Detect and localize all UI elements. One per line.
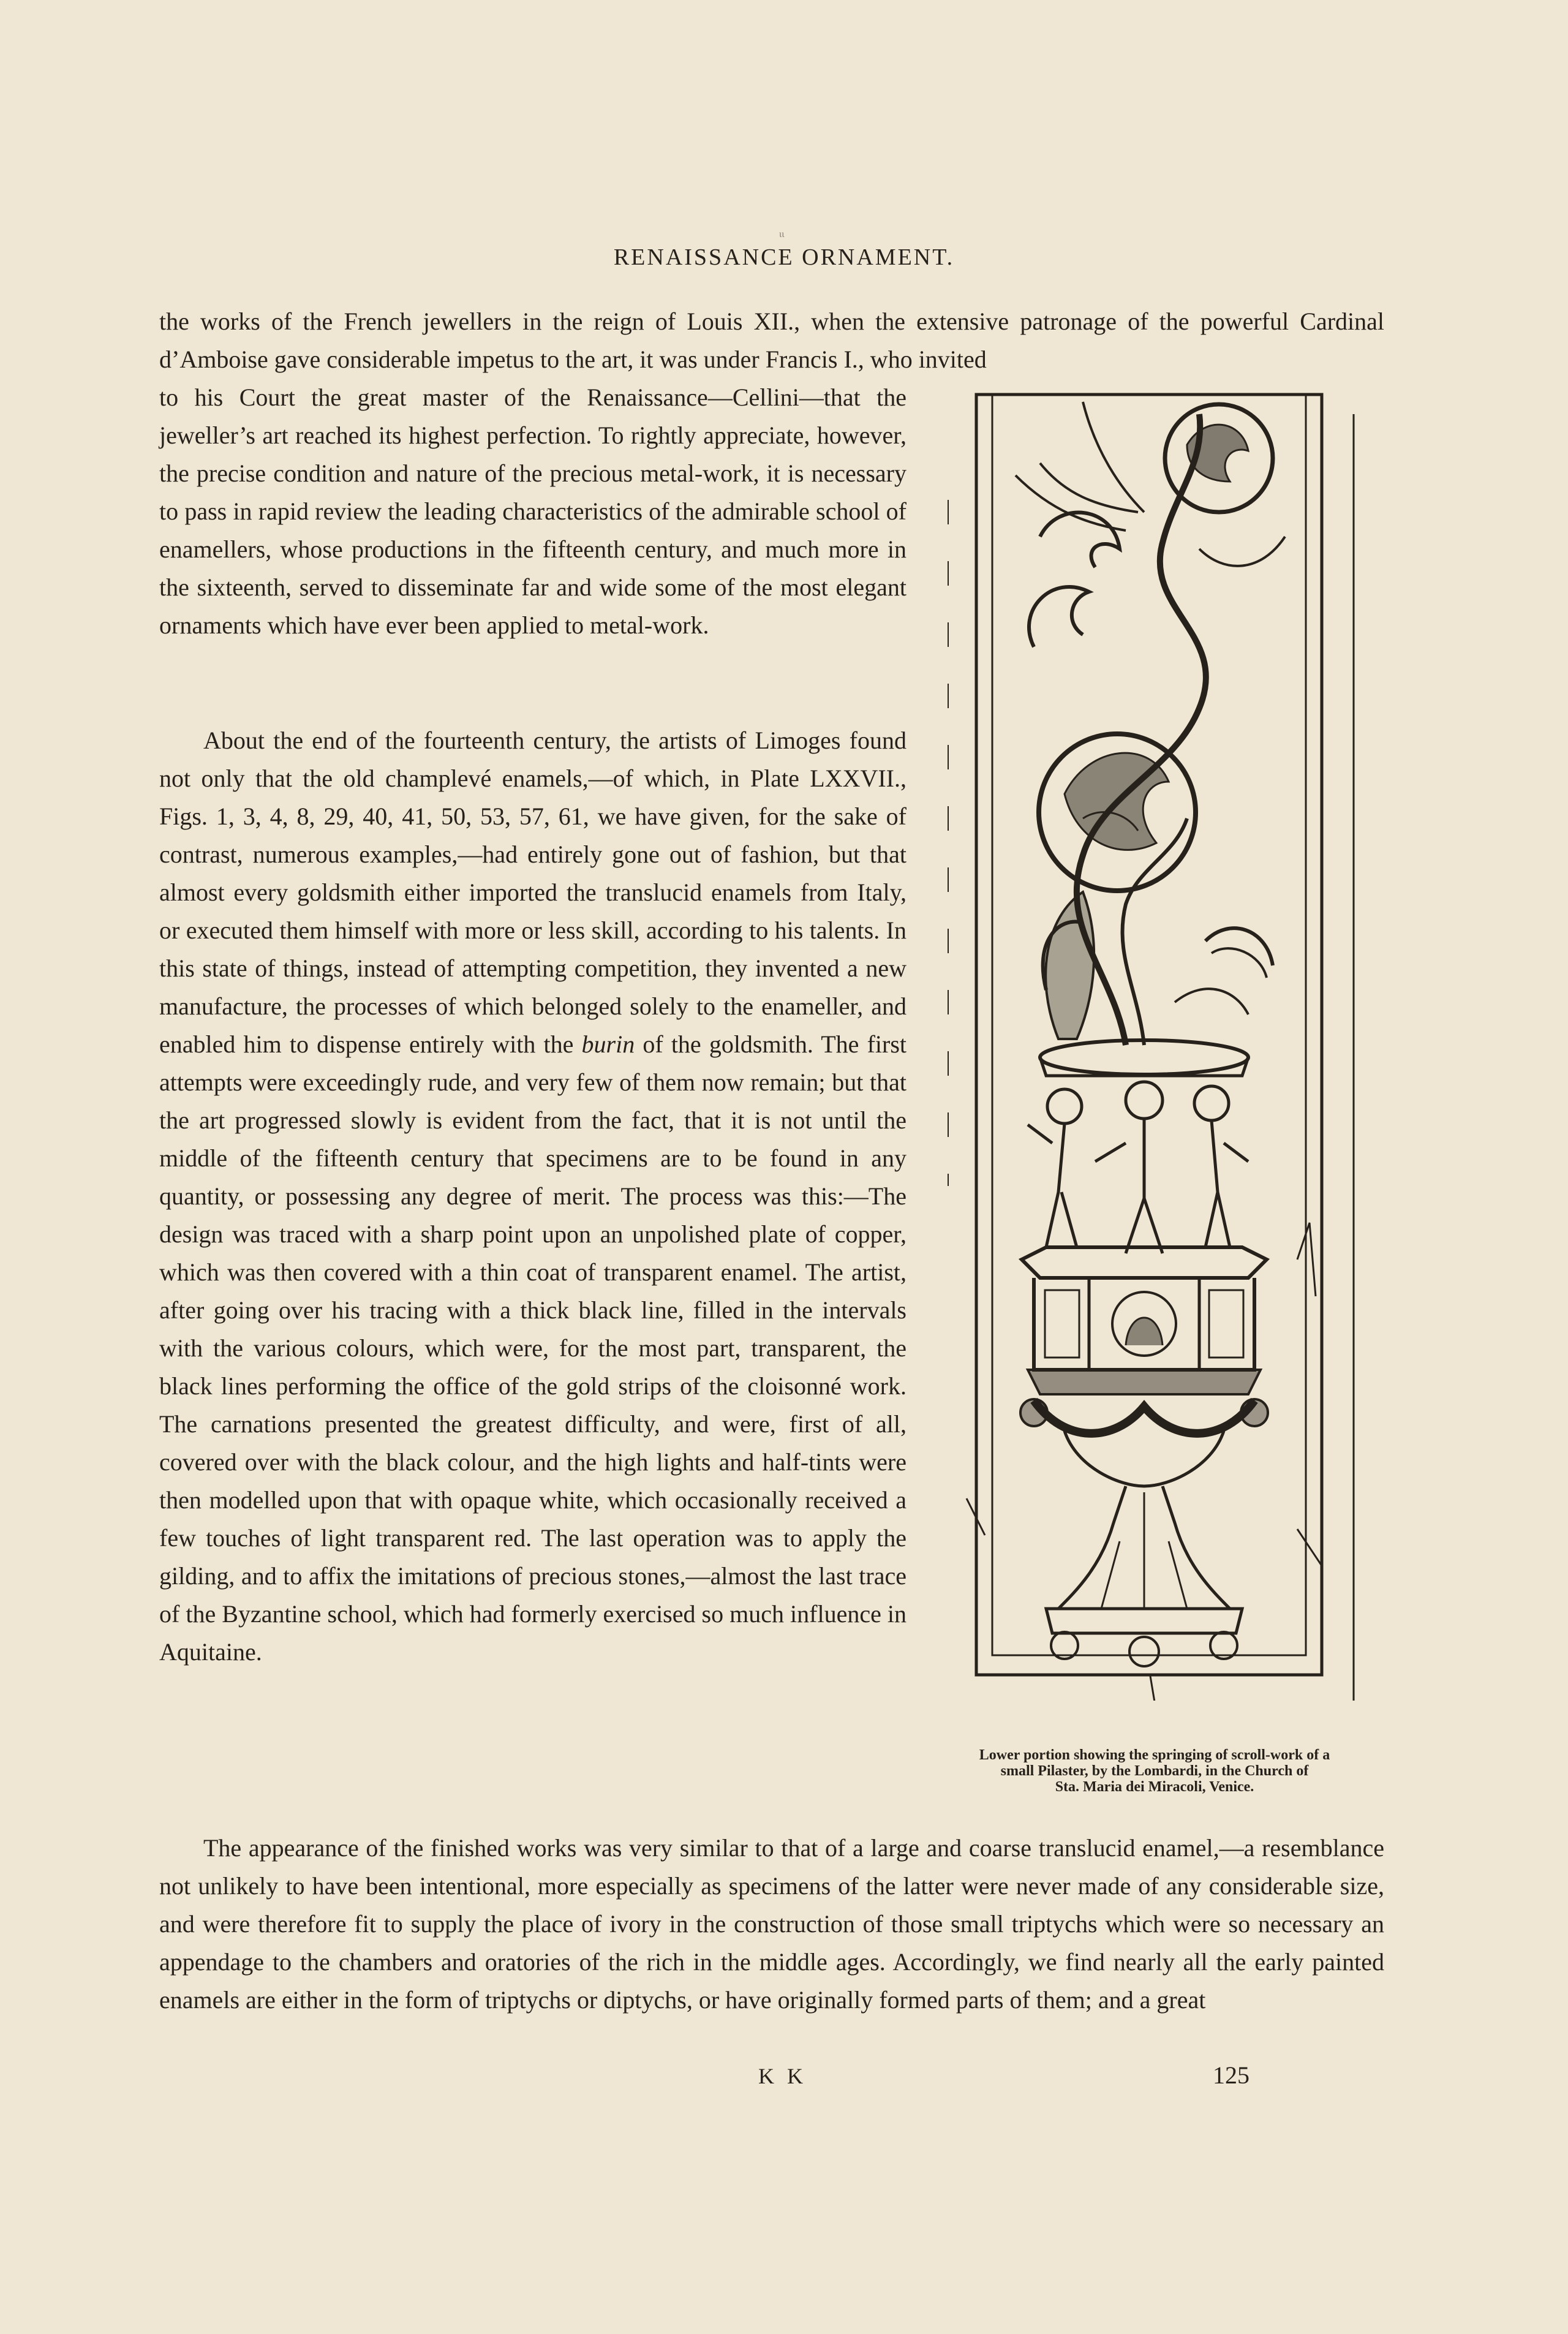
frame-outer [976,395,1322,1675]
paragraph-limoges [159,722,907,1671]
cherubs [1028,1082,1248,1253]
vase-rim [1040,1040,1248,1074]
figure-caption [931,1747,1378,1795]
intro-paragraph: the works of the French jewellers in the reign of Louis XII., when the extensive patronage of the powerful Cardinal d’Amboise gave considerable impetus to the art, it was under Francis I., who invited [159,308,1384,373]
burin-italic: burin [581,1030,635,1058]
paragraph-limoges-text-2: of the goldsmith. The first attempts were exceedingly rude, and very few of them now remain; but that the art progressed slowly is evident from the fact, that it is not until the middle of the fifteenth century that specimens are to be found in any quantity, or possessing any degree of merit. The process was this:—The design was traced with a sharp point upon an unpolished plate of copper, which was then covered with a thin coat of transparent enamel. The artist, after going over his tracing with a thick black line, filled in the intervals with the various colours, which were, for the most part, transparent, the black lines performing the office of the gold strips of the cloisonné work. The carnations presented the greatest difficulty, and were, first of all, covered over with the black colour, and the high lights and half-tints were then modelled upon that with opaque white, which occasionally received a few touches of light transparent red. The last operation was to apply the gilding, and to affix the imitations of precious stones,—almost the last trace of the Byzantine school, which had formerly exercised so much influence in Aquitaine. [159,1030,907,1666]
pilaster-illustration [942,390,1359,1701]
vase-bowl [1065,1431,1224,1486]
flower-bud [1046,892,1094,1039]
base-plinth [1046,1609,1242,1633]
pilaster-engraving [942,390,1359,1701]
garland [1034,1400,1254,1433]
pedestal-top [1022,1247,1267,1278]
caption-line-2: small Pilaster, by the Lombardi, in the Church of [1000,1763,1309,1779]
caption-line-3: Sta. Maria dei Miracoli, Venice. [1055,1779,1254,1795]
frame-inner [992,395,1306,1655]
page-number: 125 [1213,2061,1250,2089]
paragraph-limoges-text-1: About the end of the fourteenth century, the artists of Limoges found not only that the old champlevé enamels,—of which, in Plate LXXVII., Figs. 1, 3, 4, 8, 29, 40, 41, 50, 53, 57, 61, we have given, for the sake of contrast, numerous examples,—had entirely gone out of fashion, but that almost every goldsmith either imported the translucid enamels from Italy, or executed them himself with more or less skill, according to his talents. In this state of things, instead of attempting competition, they invented a new manufacture, the processes of which belonged solely to the enameller, and enabled him to dispense entirely with the [159,727,907,1058]
paragraph-cellini: to his Court the great master of the Renaissance—Cellini—that the jeweller’s art reached its highest perfection. To rightly appreciate, however, the precise condition and nature of the precious metal-work, it is necessary to pass in rapid review the leading characteristics of the admirable school of enamellers, whose productions in the fifteenth century, and much more in the sixteenth, served to disseminate far and wide some of the most elegant ornaments which have ever been applied to metal-work. [159,383,907,639]
signature-mark: K K [758,2064,807,2088]
caption-line-1: Lower portion showing the springing of scroll-work of a [979,1747,1330,1763]
top-mark: ιι [779,229,785,240]
paragraph-triptychs: The appearance of the finished works was very similar to that of a large and coarse translucid enamel,—a resemblance not unlikely to have been intentional, more especially as specimens of the latter were never made of any considerable size, and were therefore fit to supply the place of ivory in the construction of those small triptychs which were so necessary an appendage to the chambers and oratories of the rich in the middle ages. Accordingly, we find nearly all the early painted enamels are either in the form of triptychs or diptychs, or have originally formed parts of them; and a great [159,1834,1384,2014]
running-head: RENAISSANCE ORNAMENT. [613,244,955,270]
